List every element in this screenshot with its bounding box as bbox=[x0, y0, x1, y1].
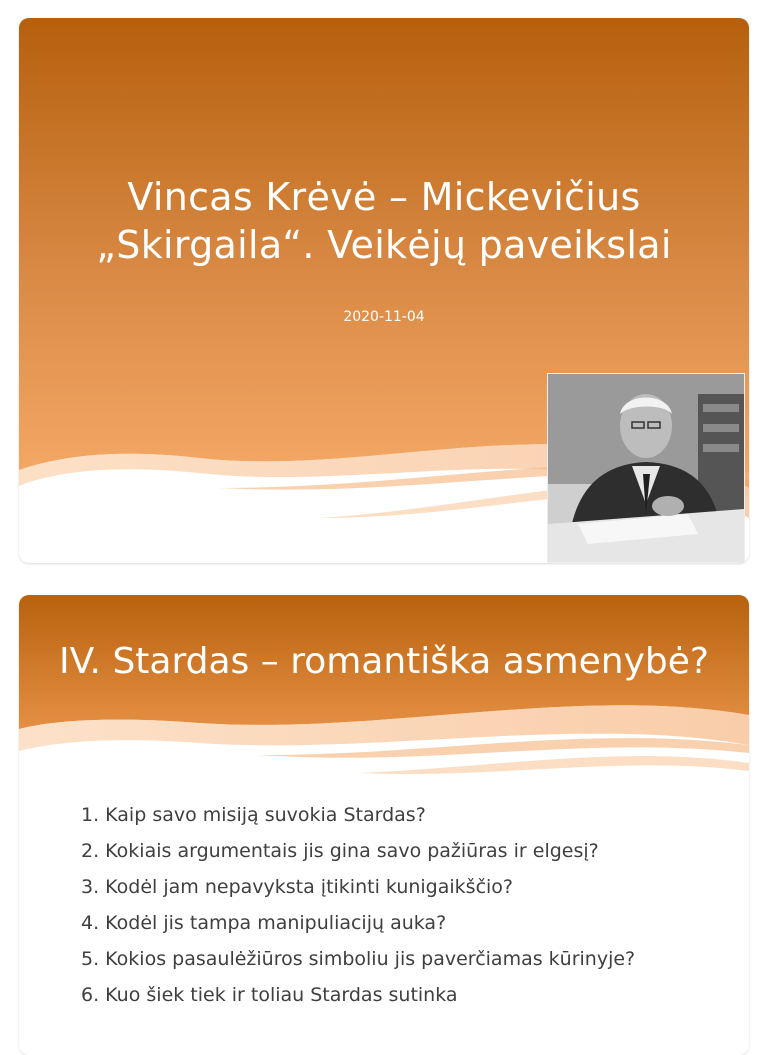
list-item: 3. Kodėl jam nepavyksta įtikinti kunigaikščio? bbox=[81, 876, 513, 898]
slide1-title bbox=[19, 173, 749, 269]
list-item: 6. Kuo šiek tiek ir toliau Stardas sutinka bbox=[81, 984, 458, 1006]
list-item: 5. Kokios pasaulėžiūros simboliu jis paverčiamas kūrinyje? bbox=[81, 948, 636, 970]
question-list bbox=[81, 803, 721, 1019]
slide1-title-line2: „Skirgaila“. Veikėjų paveikslai bbox=[96, 223, 672, 267]
content-slide bbox=[19, 595, 749, 1055]
portrait-photo bbox=[547, 373, 745, 563]
list-item: 4. Kodėl jis tampa manipuliacijų auka? bbox=[81, 912, 447, 934]
list-item: 2. Kokiais argumentais jis gina savo pažiūras ir elgesį? bbox=[81, 840, 599, 862]
title-slide bbox=[19, 18, 749, 563]
slide1-date: 2020-11-04 bbox=[343, 309, 425, 325]
portrait-photo-icon bbox=[548, 374, 744, 562]
slide1-title-line1: Vincas Krėvė – Mickevičius bbox=[127, 175, 641, 219]
slide2-title: IV. Stardas – romantiška asmenybė? bbox=[58, 641, 710, 682]
list-item: 1. Kaip savo misiją suvokia Stardas? bbox=[81, 804, 426, 826]
slide2-background bbox=[19, 595, 749, 795]
